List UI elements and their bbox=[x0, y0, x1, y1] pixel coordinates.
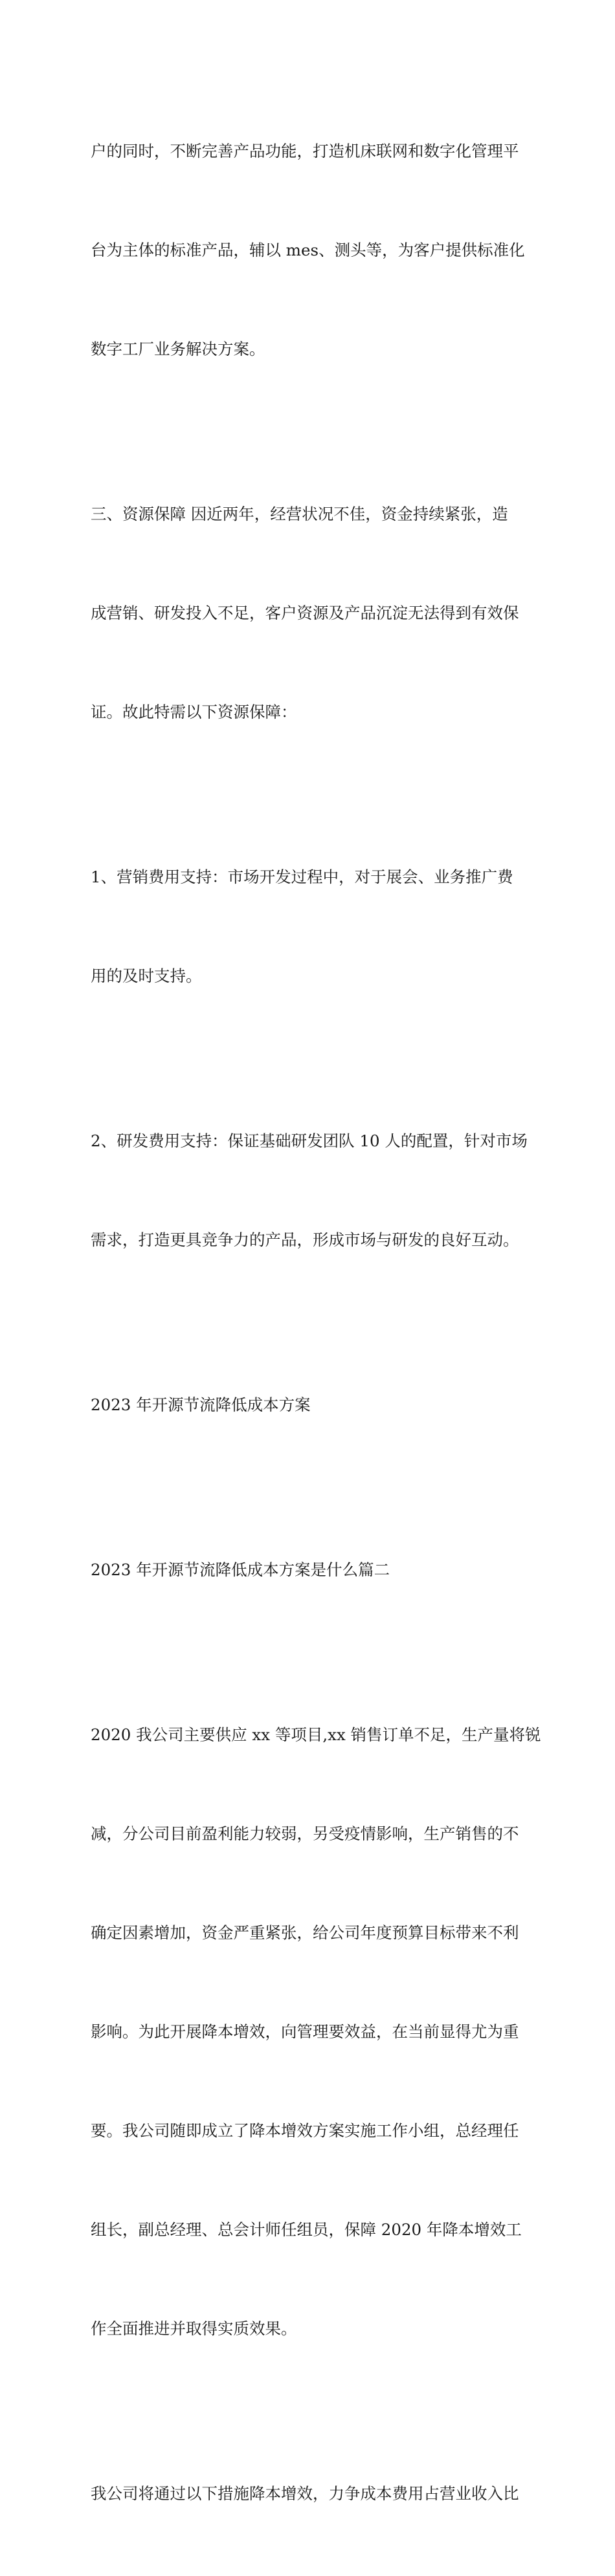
text-line: 用的及时支持。 bbox=[91, 966, 202, 985]
paragraph-resource-guarantee bbox=[91, 431, 531, 794]
paragraph-measures bbox=[91, 2411, 531, 2576]
paragraph-company-situation bbox=[91, 1652, 541, 2411]
text-line: 2020 我公司主要供应 xx 等项目,xx 销售订单不足，生产量将锐 bbox=[91, 1725, 541, 1744]
heading-cost-plan-part-two bbox=[91, 1487, 531, 1652]
text-line: 数字工厂业务解决方案。 bbox=[91, 340, 265, 358]
text-line: 三、资源保障 因近两年，经营状况不佳，资金持续紧张，造 bbox=[91, 505, 508, 523]
paragraph-marketing-cost bbox=[91, 794, 531, 1058]
text-line: 证。故此特需以下资源保障： bbox=[91, 703, 297, 721]
text-line: 作全面推进并取得实质效果。 bbox=[91, 2319, 297, 2338]
heading-cost-plan bbox=[91, 1322, 531, 1487]
text-line: 2、研发费用支持：保证基础研发团队 10 人的配置，针对市场 bbox=[91, 1131, 528, 1150]
text-line: 减，分公司目前盈利能力较弱，另受疫情影响，生产销售的不 bbox=[91, 1824, 519, 1843]
text-line: 1、营销费用支持：市场开发过程中，对于展会、业务推广费 bbox=[91, 868, 513, 886]
text-line: 需求，打造更具竞争力的产品，形成市场与研发的良好互动。 bbox=[91, 1230, 519, 1249]
text-line: 影响。为此开展降本增效，向管理要效益，在当前显得尤为重 bbox=[91, 2022, 519, 2041]
paragraph-rd-cost bbox=[91, 1058, 531, 1322]
text-line: 台为主体的标准产品，辅以 mes、测头等，为客户提供标准化 bbox=[91, 241, 525, 259]
text-line: 要。我公司随即成立了降本增效方案实施工作小组，总经理任 bbox=[91, 2121, 519, 2140]
text-line: 户的同时，不断完善产品功能，打造机床联网和数字化管理平 bbox=[91, 142, 519, 160]
text-line: 我公司将通过以下措施降本增效，力争成本费用占营业收入比 bbox=[91, 2484, 519, 2503]
document-body bbox=[91, 69, 541, 2576]
text-line: 2023 年开源节流降低成本方案是什么篇二 bbox=[91, 1560, 390, 1579]
text-line: 2023 年开源节流降低成本方案 bbox=[91, 1395, 311, 1414]
text-line: 确定因素增加，资金严重紧张，给公司年度预算目标带来不利 bbox=[91, 1923, 519, 1942]
paragraph-product-platform bbox=[91, 69, 531, 431]
text-line: 成营销、研发投入不足，客户资源及产品沉淀无法得到有效保 bbox=[91, 604, 519, 622]
text-line: 组长，副总经理、总会计师任组员，保障 2020 年降本增效工 bbox=[91, 2220, 522, 2239]
